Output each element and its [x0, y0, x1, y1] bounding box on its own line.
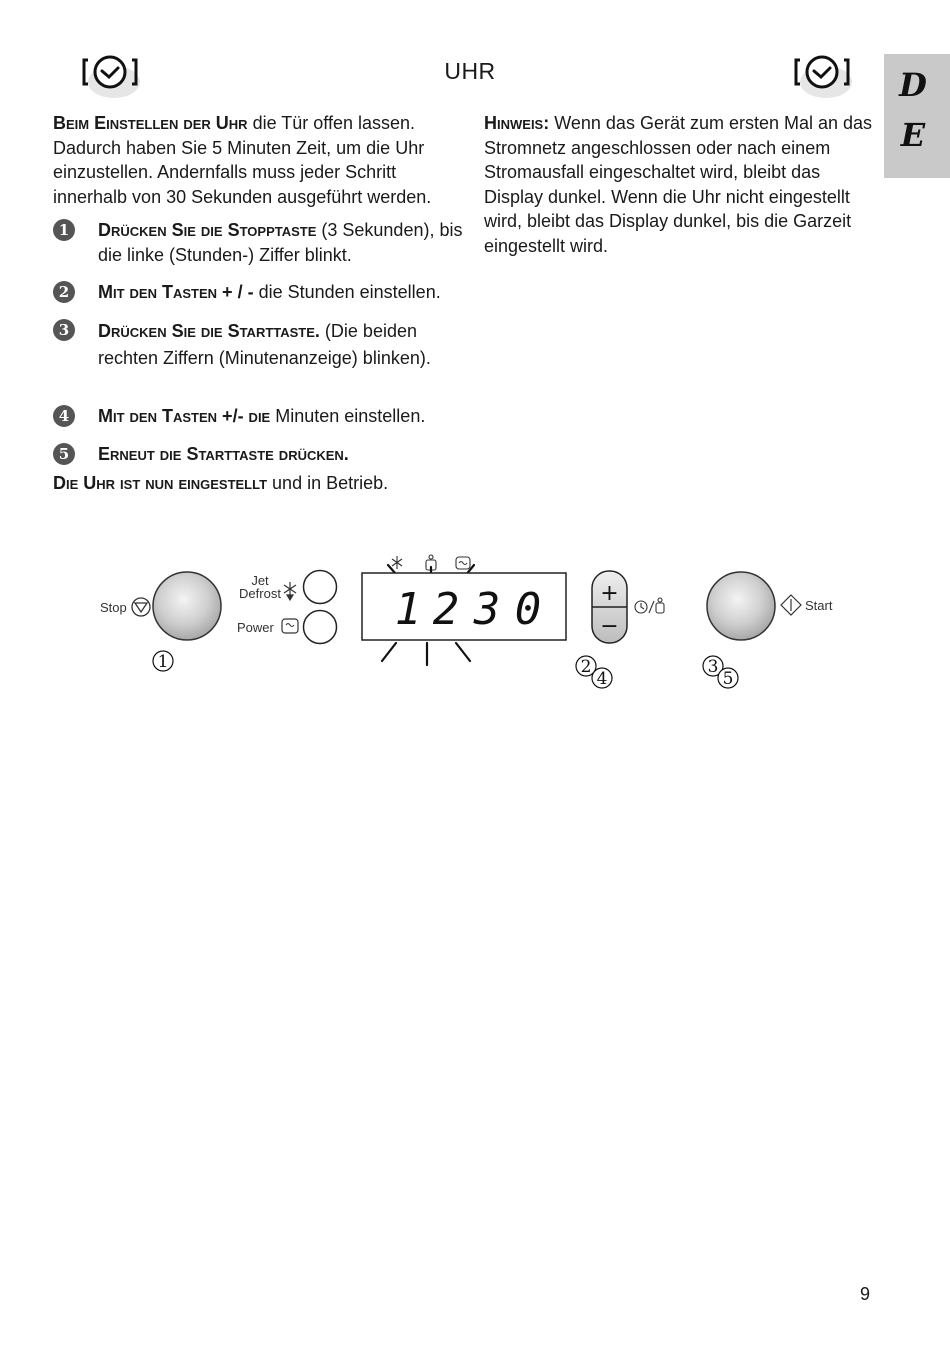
jet-label: Jet [251, 573, 269, 588]
stop-triangle-icon [132, 598, 150, 616]
minus-button[interactable]: − [600, 614, 619, 639]
start-diamond-icon [781, 595, 801, 615]
step-lead: Drücken Sie die Stopptaste [98, 220, 317, 240]
closing-text: und in Betrieb. [267, 473, 389, 493]
callout-plus-a: 2 [580, 657, 592, 677]
note-lead: Hinweis: [484, 113, 550, 133]
step-lead: Erneut die Starttaste drücken. [98, 444, 349, 464]
callout-plus-b: 4 [596, 669, 608, 689]
step-lead: Mit den Tasten +/- die [98, 406, 271, 426]
intro-paragraph [53, 111, 458, 209]
display-digit-2: 2 [432, 584, 460, 635]
control-panel-diagram [90, 545, 860, 695]
step-text: (Die beiden rechten Ziffern (Minutenanzeige) blinken). [98, 321, 431, 368]
language-tab [884, 54, 950, 178]
power-button[interactable] [304, 611, 337, 644]
display-digit-3: 3 [473, 584, 501, 635]
closing-line [53, 471, 473, 496]
jet-defrost-button[interactable] [304, 571, 337, 604]
step-number: 1 [53, 219, 75, 241]
page-title: UHR [444, 58, 496, 84]
power-label: Power [237, 620, 274, 635]
closing-lead: Die Uhr ist nun eingestellt [53, 473, 268, 493]
display-digit-4: 0 [514, 584, 542, 635]
start-button[interactable] [707, 572, 775, 640]
defrost-indicator-icon [392, 556, 402, 569]
step-text: (3 Sekunden), bis die linke (Stunden-) Ziffer blinkt. [98, 220, 463, 265]
step-number: 5 [53, 443, 75, 465]
note-text: Wenn das Gerät zum ersten Mal an das Stromnetz angeschlossen oder nach einem Stromausfall eingeschaltet wird, bleibt das Display dunkel. Wenn die Uhr nicht eingestellt wird, bleibt das Display dunkel, bis die Garzeit eingestellt wird. [484, 113, 873, 256]
intro-text: die Tür offen lassen. Dadurch haben Sie 5 Minuten Zeit, um die Uhr einzustellen. Andernfalls muss jeder Schritt innerhalb von 30 Sekunden ausgeführt werden. [53, 113, 432, 207]
display-digit-1: 1 [394, 584, 422, 635]
step-text: die Stunden einstellen. [253, 282, 441, 302]
snowflake-icon [284, 582, 296, 600]
defrost-label: Defrost [239, 586, 281, 601]
step-lead: Mit den Tasten + / - [98, 282, 254, 302]
plus-button[interactable]: + [600, 581, 619, 606]
start-label: Start [805, 598, 833, 613]
step-lead: Drücken Sie die Starttaste. [98, 321, 320, 341]
page-number: 9 [860, 1284, 871, 1304]
step-number: 4 [53, 405, 75, 427]
language-letter-e: E [900, 116, 926, 154]
note-paragraph [484, 111, 884, 258]
step-text: Minuten einstellen. [270, 406, 426, 426]
timer-weight-icon [635, 598, 664, 613]
language-letter-d: D [899, 66, 927, 104]
stop-label: Stop [100, 600, 127, 615]
intro-lead: Beim Einstellen der Uhr [53, 113, 248, 133]
callout-start-b: 5 [722, 669, 734, 689]
power-microwave-icon [282, 619, 298, 633]
stop-button[interactable] [153, 572, 221, 640]
callout-stop: 1 [157, 652, 169, 672]
callout-start-a: 3 [707, 657, 719, 677]
step-number: 3 [53, 319, 75, 341]
step-number: 2 [53, 281, 75, 303]
power-indicator-icon [456, 557, 470, 569]
